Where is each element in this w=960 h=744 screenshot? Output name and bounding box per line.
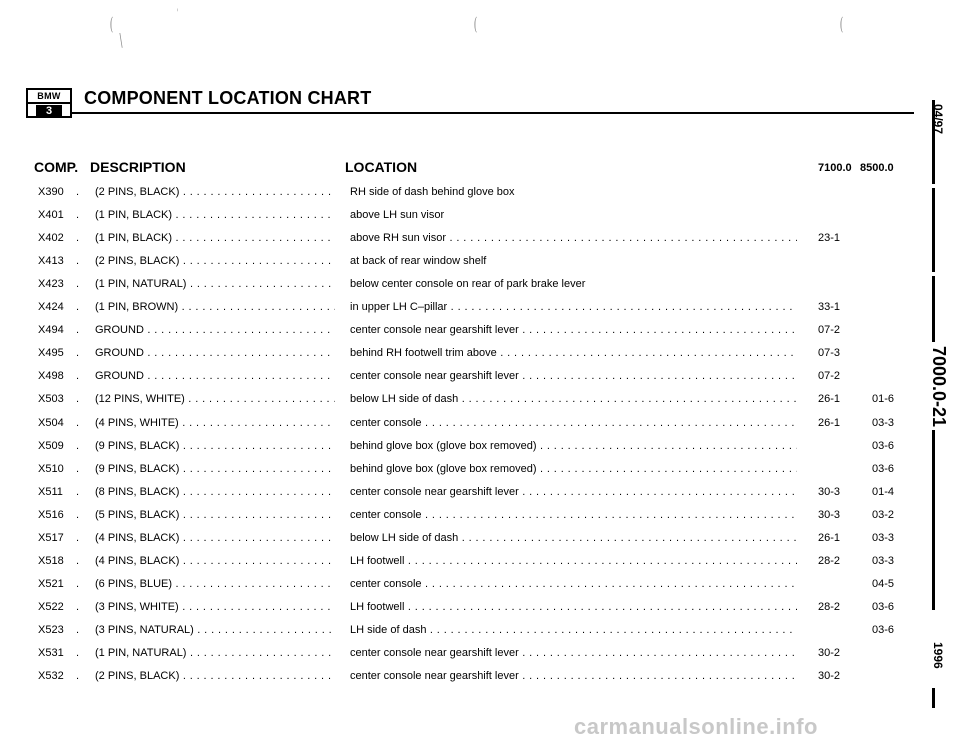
component-description: (5 PINS, BLACK) . . . [95, 509, 335, 521]
component-location: above RH sun visor . . . [350, 232, 797, 244]
row-dot: . [76, 508, 80, 521]
ref-8500: 03-2 [871, 508, 895, 521]
comp-id: X516 [38, 508, 64, 521]
scan-mark: ( [839, 14, 844, 35]
ref-8500: 04-5 [871, 577, 895, 590]
component-location: behind glove box (glove box removed) . . . [350, 463, 797, 475]
ref-8500: 03-3 [871, 531, 895, 544]
ref-7100: 07-2 [817, 324, 841, 337]
row-dot: . [76, 439, 80, 452]
table-row [0, 347, 900, 369]
row-dot: . [76, 462, 80, 475]
table-row [0, 670, 900, 692]
table-row [0, 186, 900, 208]
row-dot: . [76, 623, 80, 636]
side-date: 04/97 [931, 104, 945, 135]
component-location: center console near gearshift lever . . . [350, 486, 797, 498]
scan-mark: \ [119, 30, 123, 51]
component-location: center console . . . [350, 509, 797, 521]
scan-mark: ' [176, 8, 179, 19]
comp-id: X424 [38, 301, 64, 314]
component-location: center console near gearshift lever . . . [350, 647, 797, 659]
component-description: (2 PINS, BLACK) . . . [95, 186, 335, 198]
row-dot: . [76, 278, 80, 291]
table-row [0, 647, 900, 669]
ref-8500: 03-6 [871, 600, 895, 613]
row-dot: . [76, 416, 80, 429]
component-description: GROUND . . . [95, 370, 335, 382]
comp-id: X498 [38, 370, 64, 383]
component-description: (9 PINS, BLACK) . . . [95, 440, 335, 452]
ref-8500: 01-4 [871, 485, 895, 498]
component-description: (4 PINS, WHITE) . . . [95, 417, 335, 429]
component-location: behind RH footwell trim above . . . [350, 347, 797, 359]
row-dot: . [76, 209, 80, 222]
row-dot: . [76, 647, 80, 659]
header-col-8500: 8500.0 [860, 162, 894, 174]
header-comp: COMP. [34, 159, 79, 175]
component-description: (2 PINS, BLACK) . . . [95, 255, 335, 267]
component-location: LH footwell . . . [350, 555, 797, 567]
table-row [0, 393, 900, 415]
side-rule [932, 276, 935, 342]
ref-7100: 07-2 [817, 370, 841, 383]
table-row [0, 509, 900, 531]
component-description: (8 PINS, BLACK) . . . [95, 486, 335, 498]
header-col-7100: 7100.0 [818, 162, 852, 174]
row-dot: . [76, 255, 80, 268]
table-row [0, 440, 900, 462]
ref-8500: 03-3 [871, 416, 895, 429]
comp-id: X402 [38, 232, 64, 245]
component-description: (3 PINS, WHITE) . . . [95, 601, 335, 613]
component-location: below LH side of dash . . . [350, 532, 797, 544]
ref-8500: 03-6 [871, 462, 895, 475]
row-dot: . [76, 324, 80, 337]
ref-8500: 03-6 [871, 623, 895, 636]
component-location: above LH sun visor [350, 209, 445, 222]
component-description: (2 PINS, BLACK) . . . [95, 670, 335, 682]
side-page-number: 7000.0-21 [929, 346, 949, 428]
ref-7100: 26-1 [817, 416, 841, 429]
comp-id: X390 [38, 186, 64, 198]
table-row [0, 255, 900, 277]
component-location: center console . . . [350, 578, 797, 590]
scan-mark: ( [109, 14, 114, 35]
row-dot: . [76, 670, 80, 683]
component-location: below center console on rear of park brake lever [350, 278, 586, 291]
component-description: GROUND . . . [95, 324, 335, 336]
comp-id: X511 [38, 485, 63, 498]
side-rule [932, 188, 935, 272]
component-description: (4 PINS, BLACK) . . . [95, 555, 335, 567]
table-row [0, 417, 900, 439]
side-rule [932, 430, 935, 610]
ref-8500: 03-6 [871, 439, 895, 452]
ref-7100: 23-1 [817, 232, 841, 245]
ref-7100: 07-3 [817, 347, 841, 360]
table-row [0, 601, 900, 623]
component-description: (1 PIN, BLACK) . . . [95, 232, 335, 244]
table-row [0, 278, 900, 300]
component-location: center console . . . [350, 417, 797, 429]
row-dot: . [76, 393, 80, 406]
table-row [0, 555, 900, 577]
component-description: GROUND . . . [95, 347, 335, 359]
header-location: LOCATION [345, 159, 418, 175]
component-description: (1 PIN, BROWN) . . . [95, 301, 335, 313]
ref-7100: 33-1 [817, 301, 841, 314]
table-row [0, 209, 900, 231]
ref-7100: 30-3 [817, 485, 841, 498]
component-description: (1 PIN, BLACK) . . . [95, 209, 335, 221]
table-row [0, 624, 900, 646]
component-description: (9 PINS, BLACK) . . . [95, 463, 335, 475]
logo-series: 3 [36, 105, 62, 117]
component-location: LH footwell . . . [350, 601, 797, 613]
page-title: COMPONENT LOCATION CHART [84, 88, 372, 108]
component-location: in upper LH C–pillar . . . [350, 301, 797, 313]
row-dot: . [76, 186, 80, 198]
row-dot: . [76, 600, 80, 613]
row-dot: . [76, 347, 80, 360]
header-description: DESCRIPTION [90, 159, 186, 175]
side-rule [932, 688, 935, 708]
component-description: (4 PINS, BLACK) . . . [95, 532, 335, 544]
component-location: behind glove box (glove box removed) . . . [350, 440, 797, 452]
bmw-3-series-logo [26, 88, 72, 118]
logo-brand: BMW [28, 90, 70, 104]
comp-id: X523 [38, 623, 64, 636]
row-dot: . [76, 554, 80, 567]
comp-id: X532 [38, 670, 64, 683]
comp-id: X517 [38, 531, 64, 544]
component-description: (1 PIN, NATURAL) . . . [95, 278, 335, 290]
row-dot: . [76, 485, 80, 498]
comp-id: X510 [38, 462, 64, 475]
component-location: at back of rear window shelf [350, 255, 487, 268]
row-dot: . [76, 531, 80, 544]
table-row [0, 463, 900, 485]
component-location: center console near gearshift lever . . . [350, 370, 797, 382]
row-dot: . [76, 577, 80, 590]
table-row [0, 324, 900, 346]
table-row [0, 370, 900, 392]
scan-marks [0, 8, 900, 51]
table-row [0, 301, 900, 323]
comp-id: X531 [38, 647, 64, 659]
component-description: (12 PINS, WHITE) . . . [95, 393, 335, 405]
component-location: RH side of dash behind glove box [350, 186, 515, 198]
ref-8500: 01-6 [871, 393, 895, 406]
component-description: (1 PIN, NATURAL) . . . [95, 647, 335, 659]
component-description: (6 PINS, BLUE) . . . [95, 578, 335, 590]
comp-id: X423 [38, 278, 64, 291]
comp-id: X518 [38, 554, 64, 567]
ref-7100: 30-2 [817, 670, 841, 683]
watermark: carmanualsonline.info [574, 714, 818, 739]
ref-7100: 30-3 [817, 508, 841, 521]
comp-id: X504 [38, 416, 64, 429]
table-row [0, 578, 900, 600]
ref-7100: 26-1 [817, 393, 841, 406]
scan-mark: ( [473, 14, 478, 35]
side-year: 1996 [931, 642, 945, 669]
component-location: below LH side of dash . . . [350, 393, 797, 405]
comp-id: X401 [38, 209, 64, 222]
comp-id: X413 [38, 255, 64, 268]
comp-id: X494 [38, 324, 64, 337]
component-location: LH side of dash . . . [350, 624, 797, 636]
comp-id: X522 [38, 600, 64, 613]
comp-id: X503 [38, 393, 64, 406]
row-dot: . [76, 370, 80, 383]
ref-7100: 28-2 [817, 554, 841, 567]
row-dot: . [76, 301, 80, 314]
title-rule [72, 112, 914, 114]
ref-7100: 26-1 [817, 531, 841, 544]
component-description: (3 PINS, NATURAL) . . . [95, 624, 335, 636]
table-row [0, 532, 900, 554]
comp-id: X521 [38, 577, 64, 590]
ref-7100: 30-2 [817, 647, 841, 659]
ref-8500: 03-3 [871, 554, 895, 567]
comp-id: X509 [38, 439, 64, 452]
component-location: center console near gearshift lever . . . [350, 670, 797, 682]
table-row [0, 232, 900, 254]
comp-id: X495 [38, 347, 64, 360]
component-location: center console near gearshift lever . . . [350, 324, 797, 336]
table-row [0, 486, 900, 508]
ref-7100: 28-2 [817, 600, 841, 613]
row-dot: . [76, 232, 80, 245]
